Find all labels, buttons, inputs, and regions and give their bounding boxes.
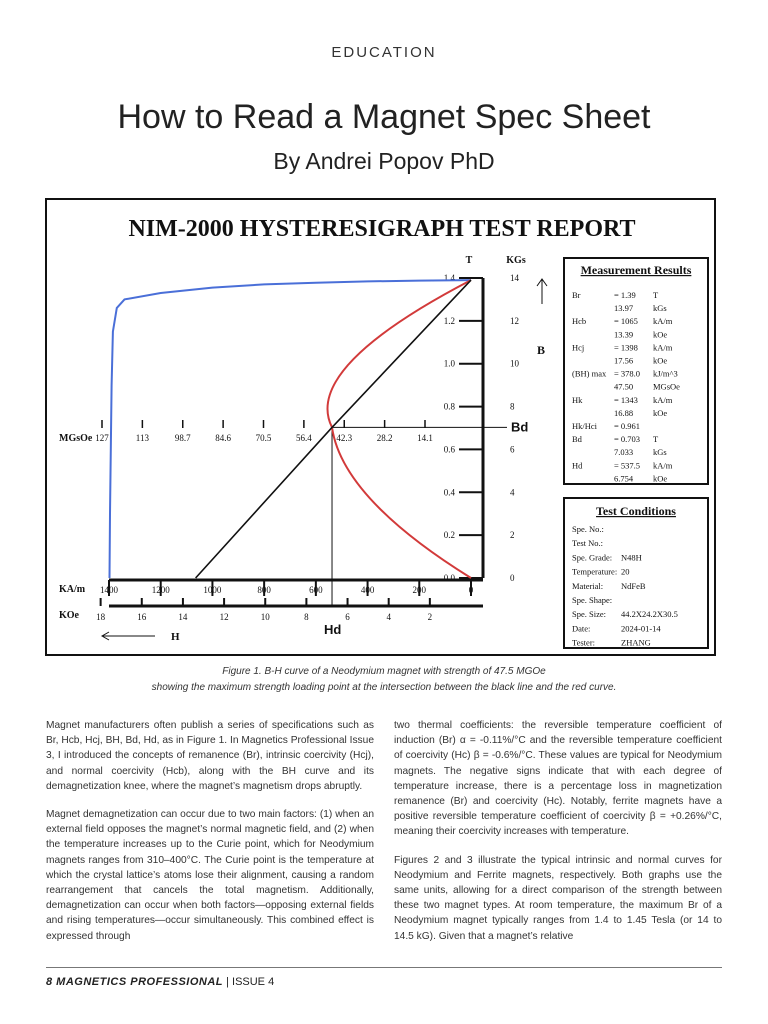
condition-name: Date: — [572, 623, 591, 634]
condition-value: 20 — [621, 566, 630, 577]
measurement-value: = 0.703 — [614, 434, 641, 445]
measurement-value: 17.56 — [614, 355, 634, 366]
body-column-left — [46, 718, 374, 957]
b-axis-label: B — [536, 343, 546, 357]
bd-label: Bd — [511, 419, 529, 435]
energy-tick-label: 42.3 — [336, 433, 353, 443]
x-tick-label-kam: 200 — [412, 585, 427, 595]
y-tick-label-kgs: 14 — [510, 273, 519, 283]
condition-name: Spe. Shape: — [572, 595, 613, 605]
x-tick-label-koe: 18 — [96, 612, 106, 622]
measurement-value: = 1343 — [614, 394, 638, 405]
y-tick-label-t: 0.6 — [443, 444, 455, 455]
paragraph: two thermal coefficients: the reversible temperature coefficient of induction (Br) α = -0.11%/°C and the reversible temperature coefficient of coercivity (Hc) β = -0.6%/°C. These values are typical for Neodymium magnets. The negative signs indicate that with each degree of temperature increase, there is a percentage loss in magnetization remanence (Br) and coercivity (Hc). Notably, ferrite magnets have a positive reversible temperature coefficient of coercivity β = +0.26%/°C, meaning their coercivity increases with temperature. — [394, 720, 722, 838]
y-tick-label-t: 1.2 — [443, 315, 455, 326]
figure-1 — [45, 198, 716, 656]
measurement-name: Hk — [572, 394, 583, 405]
report-title: NIM-2000 HYSTERESIGRAPH TEST REPORT — [128, 216, 636, 242]
energy-tick-label: 28.2 — [376, 433, 393, 443]
y-tick-label-kgs: 4 — [510, 487, 515, 498]
x-tick-label-kam: 1200 — [151, 585, 170, 595]
unit-t-label: T — [465, 255, 473, 266]
measurement-name: Hcj — [572, 342, 585, 353]
chart-series — [110, 280, 472, 578]
measurement-name: Hk/Hci — [572, 421, 598, 431]
measurement-value: = 1065 — [614, 316, 638, 327]
measurement-value: 13.97 — [614, 303, 634, 314]
condition-value: 44.2X24.2X30.5 — [621, 609, 678, 620]
article-title: How to Read a Magnet Spec Sheet — [117, 98, 651, 136]
series-0-curve — [110, 280, 472, 578]
y-tick-label-t: 0.0 — [443, 573, 455, 583]
y-tick-label-kgs: 10 — [510, 358, 519, 369]
mgsoe-label: MGsOe — [59, 433, 93, 444]
condition-name: Spe. No.: — [572, 524, 604, 534]
measurement-name: Br — [572, 290, 581, 300]
figure-caption — [0, 664, 768, 696]
condition-value: NdFeB — [621, 580, 646, 591]
measurement-value: 7.033 — [614, 447, 634, 458]
bh-chart — [47, 200, 718, 658]
body-column-right — [394, 718, 722, 957]
condition-value: ZHANG — [621, 637, 651, 648]
x-tick-label-kam: 400 — [360, 585, 375, 595]
kam-label: KA/m — [59, 584, 86, 595]
y-tick-label-t: 0.8 — [443, 401, 455, 412]
x-tick-label-kam: 1000 — [203, 585, 222, 595]
measurement-unit: kA/m — [653, 460, 673, 471]
footer-issue: | ISSUE 4 — [226, 976, 275, 988]
section-label: EDUCATION — [331, 44, 437, 61]
y-tick-label-t: 1.4 — [443, 273, 455, 283]
measurement-unit: kOe — [653, 329, 668, 340]
y-tick-label-kgs: 0 — [510, 573, 515, 583]
hd-label: Hd — [324, 622, 342, 637]
y-tick-label-kgs: 12 — [510, 315, 519, 326]
x-tick-label-kam: 600 — [309, 585, 323, 595]
condition-name: Test No.: — [572, 538, 604, 549]
x-tick-label-koe: 16 — [137, 612, 147, 622]
series-2-curve — [196, 280, 471, 578]
measurement-value: 16.88 — [614, 407, 634, 418]
energy-tick-label: 14.1 — [417, 433, 433, 443]
measurement-unit: kA/m — [653, 394, 673, 405]
measurement-unit: kJ/m^3 — [653, 368, 678, 379]
measurement-unit: kOe — [653, 473, 668, 484]
y-tick-label-t: 0.2 — [443, 530, 455, 541]
paragraph: Magnet demagnetization can occur due to two main factors: (1) when an external field opposes the magnet’s normal magnetic field, and (2) when the temperature increases up to the Curie point, which for Neodymium magnets ranges from 310–400°C. The Curie point is the temperature at which the crystal lattice’s atoms lose their alignment, causing a random rearrangement that cancels the total magnetism. Additionally, demagnetization can occur when both factors—opposing external fields and rising temperatures—occur simultaneously. This combined effect is expressed through — [46, 809, 374, 942]
measurement-value: 6.754 — [614, 473, 634, 484]
footer-brand: 8 MAGNETICS PROFESSIONAL — [46, 976, 224, 988]
x-tick-label-koe: 6 — [345, 612, 350, 622]
measurement-unit: T — [653, 290, 659, 300]
paragraph: Magnet manufacturers often publish a series of specifications such as Br, Hcb, Hcj, BH, Bd, Hd, as in Figure 1. In Magnetics Professional Issue 3, I introduced the concepts of remanence (Br), intrinsic coercivity (Hcj), and normal coercivity (Hcb), along with the BH curve and its demagnetization knee, where the magnet’s magnetism drops abruptly. — [46, 720, 374, 792]
measurement-value: = 1.39 — [614, 290, 636, 300]
measurement-unit: kOe — [653, 407, 668, 418]
y-tick-label-kgs: 8 — [510, 401, 515, 412]
measurement-unit: kA/m — [653, 342, 673, 353]
caption-line-1: Figure 1. B-H curve of a Neodymium magnet with strength of 47.5 MGOe — [222, 666, 546, 677]
measurement-name: Bd — [572, 434, 582, 445]
x-tick-label-kam: 1400 — [100, 585, 118, 595]
y-tick-label-kgs: 6 — [510, 444, 515, 455]
measurement-value: = 0.961 — [614, 421, 641, 431]
condition-name: Material: — [572, 580, 604, 591]
x-tick-label-kam: 0 — [468, 585, 474, 595]
x-tick-label-koe: 14 — [178, 612, 188, 622]
footer-rule — [46, 967, 722, 968]
page-footer — [46, 976, 274, 988]
article-byline: By Andrei Popov PhD — [273, 148, 495, 174]
condition-name: Spe. Grade: — [572, 552, 613, 563]
h-axis-label: H — [171, 631, 180, 643]
measurement-value: = 378.0 — [614, 368, 641, 379]
condition-name: Tester: — [572, 637, 596, 648]
measurement-title: Measurement Results — [580, 263, 692, 277]
measurement-unit: kA/m — [653, 316, 673, 327]
measurement-name: (BH) max — [572, 368, 607, 379]
energy-tick-label: 113 — [135, 433, 149, 443]
condition-value: 2024-01-14 — [621, 623, 661, 634]
x-tick-label-koe: 8 — [304, 612, 309, 622]
condition-value: N48H — [621, 552, 642, 563]
measurement-unit: T — [653, 434, 659, 445]
paragraph: Figures 2 and 3 illustrate the typical intrinsic and normal curves for Neodymium and Ferrite magnets, respectively. Both graphs use the same units, allowing for a direct comparison of the strength between these two magnet types. At room temperature, the maximum Br of a Neodymium magnet typically ranges from 1.4 to 1.45 Tesla (or 14 to 14.5 kG). Given that a magnet’s relative — [394, 854, 722, 942]
measurement-value: 47.50 — [614, 381, 634, 392]
measurement-name: Hd — [572, 460, 583, 471]
x-tick-label-kam: 800 — [257, 585, 271, 595]
measurement-unit: kGs — [653, 303, 667, 314]
y-tick-label-t: 1.0 — [443, 358, 455, 369]
energy-tick-label: 98.7 — [174, 433, 191, 443]
x-tick-label-koe: 12 — [219, 612, 229, 622]
energy-ticks — [95, 420, 433, 443]
measurement-value: = 1398 — [614, 342, 638, 353]
measurement-unit: MGsOe — [653, 381, 680, 392]
measurement-unit: kOe — [653, 355, 668, 366]
condition-name: Temperature: — [572, 566, 618, 577]
y-tick-label-kgs: 2 — [510, 530, 515, 541]
condition-name: Spe. Size: — [572, 609, 606, 620]
energy-tick-label: 127 — [95, 433, 109, 443]
measurement-value: = 537.5 — [614, 460, 641, 471]
x-ticks — [96, 580, 474, 622]
energy-tick-label: 56.4 — [296, 433, 312, 443]
measurement-name: Hcb — [572, 316, 587, 327]
koe-label: KOe — [59, 610, 79, 621]
x-tick-label-koe: 4 — [386, 612, 391, 622]
energy-tick-label: 70.5 — [255, 433, 272, 443]
y-tick-label-t: 0.4 — [443, 487, 455, 498]
unit-kgs-label: KGs — [506, 255, 526, 266]
x-tick-label-koe: 2 — [427, 612, 433, 622]
measurement-unit: kGs — [653, 447, 667, 458]
energy-tick-label: 84.6 — [215, 433, 231, 443]
x-tick-label-koe: 10 — [260, 612, 270, 622]
measurement-value: 13.39 — [614, 329, 634, 340]
caption-line-2: showing the maximum strength loading point at the intersection between the black line and the red curve. — [151, 682, 617, 693]
conditions-title: Test Conditions — [596, 504, 676, 518]
